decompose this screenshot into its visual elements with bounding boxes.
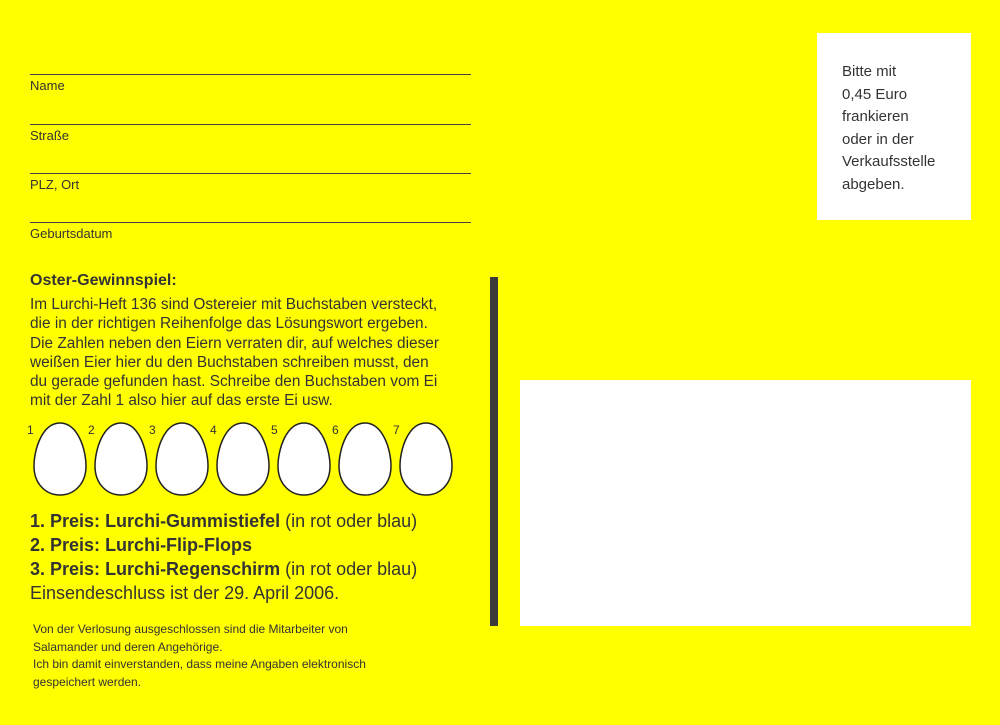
address-window xyxy=(520,380,971,626)
egg-7[interactable] xyxy=(393,423,452,495)
prize-item: Lurchi-Gummistiefel xyxy=(105,511,281,531)
instruction-line: weißen Eier hier du den Buchstaben schreiben musst, den xyxy=(30,353,429,371)
instruction-line: Die Zahlen neben den Eiern verraten dir, auf welches dieser xyxy=(30,334,439,352)
birthdate-field[interactable] xyxy=(30,222,471,241)
egg-number: 7 xyxy=(393,423,400,437)
egg-1[interactable] xyxy=(27,423,86,495)
egg-number: 3 xyxy=(149,423,156,437)
deadline: Einsendeschluss ist der 29. April 2006. xyxy=(30,583,340,603)
prize-note: (in rot oder blau) xyxy=(285,511,418,531)
disclaimer-line: Ich bin damit einverstanden, dass meine Angaben elektronisch xyxy=(33,657,366,671)
zip-city-label: PLZ, Ort xyxy=(30,177,80,192)
instruction-line: du gerade gefunden hast. Schreibe den Buchstaben vom Ei xyxy=(30,373,438,391)
stamp-text-line: Verkaufsstelle xyxy=(842,153,936,170)
prize-rank: 2. Preis: xyxy=(30,535,101,555)
name-field[interactable] xyxy=(30,74,471,93)
egg-number: 2 xyxy=(88,423,95,437)
name-line xyxy=(30,74,471,75)
zip-city-line xyxy=(30,173,471,174)
street-line xyxy=(30,124,471,125)
egg-2[interactable] xyxy=(88,423,147,495)
stamp-text-line: 0,45 Euro xyxy=(842,85,908,103)
prize-list xyxy=(30,509,417,605)
egg-number: 5 xyxy=(271,423,278,437)
prize-rank: 3. Preis: xyxy=(30,559,101,579)
egg-shape xyxy=(217,423,269,495)
egg-shape xyxy=(339,423,391,495)
street-label: Straße xyxy=(30,128,70,143)
prize-item: Lurchi-Regenschirm xyxy=(105,559,281,579)
disclaimer-line: Von der Verlosung ausgeschlossen sind die Mitarbeiter von xyxy=(33,622,348,636)
prize-2 xyxy=(30,533,417,557)
instruction-line: Im Lurchi-Heft 136 sind Ostereier mit Buchstaben versteckt, xyxy=(30,296,438,313)
stamp-text-line: frankieren xyxy=(842,108,909,125)
egg-5[interactable] xyxy=(271,423,330,495)
disclaimer-line: Salamander und deren Angehörige. xyxy=(33,639,223,654)
prize-item: Lurchi-Flip-Flops xyxy=(105,535,253,555)
egg-shape xyxy=(34,423,86,495)
disclaimer xyxy=(33,621,366,691)
egg-shape xyxy=(278,423,330,495)
egg-number: 1 xyxy=(27,423,34,437)
street-field[interactable] xyxy=(30,124,471,143)
egg-shape xyxy=(95,423,147,495)
stamp-text-line: oder in der xyxy=(842,130,914,148)
egg-shape xyxy=(400,423,452,495)
egg-row xyxy=(26,420,466,500)
instruction-line: mit der Zahl 1 also hier auf das erste Ei usw. xyxy=(30,392,333,410)
egg-3[interactable] xyxy=(149,423,208,495)
stamp-box xyxy=(817,33,971,220)
egg-number: 6 xyxy=(332,423,339,437)
name-label: Name xyxy=(30,78,65,93)
birthdate-label: Geburtsdatum xyxy=(30,226,113,241)
birthdate-line xyxy=(30,222,471,223)
stamp-text-line: Bitte mit xyxy=(842,63,897,80)
stamp-text-line: abgeben. xyxy=(842,175,905,193)
disclaimer-line: gespeichert werden. xyxy=(33,674,142,689)
prize-1 xyxy=(30,509,417,533)
egg-4[interactable] xyxy=(210,423,269,495)
contest-instructions xyxy=(30,295,480,411)
prize-note: (in rot oder blau) xyxy=(285,559,418,579)
vertical-divider xyxy=(490,277,498,626)
zip-city-field[interactable] xyxy=(30,173,471,192)
egg-shape xyxy=(156,423,208,495)
contest-title: Oster-Gewinnspiel: xyxy=(30,272,177,289)
instruction-line: die in der richtigen Reihenfolge das Lösungswort ergeben. xyxy=(30,315,428,333)
prize-3 xyxy=(30,557,417,581)
egg-number: 4 xyxy=(210,423,217,437)
egg-6[interactable] xyxy=(332,423,391,495)
prize-rank: 1. Preis: xyxy=(30,511,101,531)
